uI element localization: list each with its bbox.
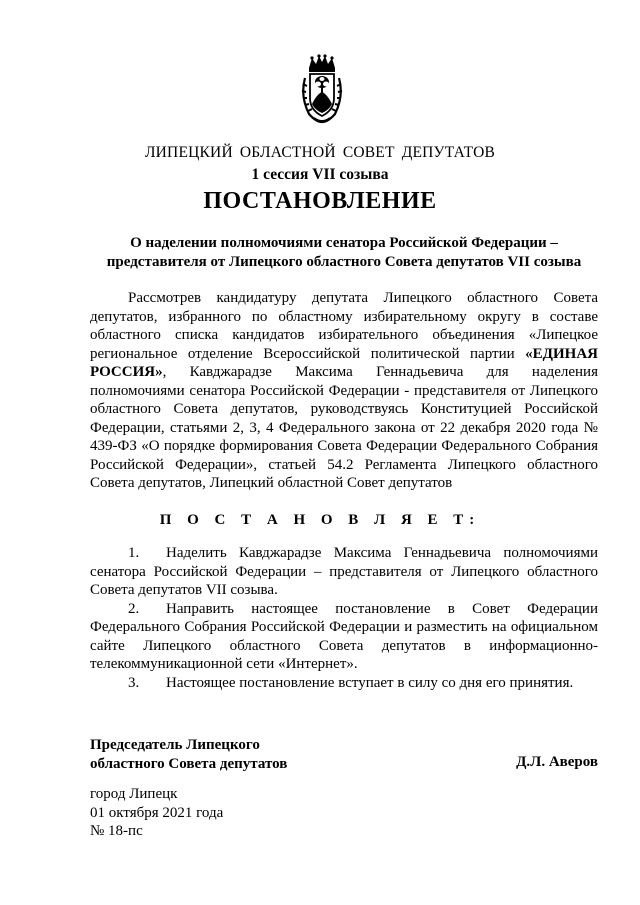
item-text: Наделить Кавджарадзе Максима Геннадьевича полномочиями сенатора Российской Федерации – представителя от Липецкого областного Совета депутатов VII созыва. bbox=[90, 545, 598, 598]
organization-name: ЛИПЕЦКИЙ ОБЛАСТНОЙ СОВЕТ ДЕПУТАТОВ bbox=[144, 144, 496, 161]
resolution-item bbox=[90, 674, 598, 693]
document-footer bbox=[90, 785, 223, 841]
document-type-title: ПОСТАНОВЛЕНИЕ bbox=[203, 188, 437, 214]
resolves-heading: П О С Т А Н О В Л Я Е Т: bbox=[159, 512, 481, 528]
signatory-title-line-2: областного Совета депутатов bbox=[90, 755, 288, 772]
lipetsk-coat-of-arms-emblem bbox=[299, 54, 345, 124]
preamble-text-part-1: Рассмотрев кандидатуру депутата Липецкого областного Совета депутатов, избранного по областному избирательному округу в составе областного списка кандидатов избирательного объединения «Липецкое региональное отделение Всероссийской политической партии bbox=[90, 290, 598, 362]
signatory-title bbox=[90, 736, 287, 773]
signatory-name: Д.Л. Аверов bbox=[516, 754, 598, 770]
item-number: 2. bbox=[128, 600, 140, 617]
subject-line-2: представителя от Липецкого областного Совета депутатов VII созыва bbox=[106, 254, 582, 270]
item-text: Настоящее постановление вступает в силу со дня его принятия. bbox=[166, 674, 574, 691]
preamble-paragraph bbox=[90, 289, 598, 493]
city: город Липецк bbox=[90, 786, 178, 802]
party-name: «ЕДИНАЯ РОССИЯ» bbox=[90, 345, 598, 380]
subject-line-1: О наделении полномочиями сенатора Российской Федерации – bbox=[130, 235, 558, 251]
document-subject bbox=[90, 234, 598, 272]
preamble-text-part-2: , Кавджарадзе Максима Геннадьевича для наделения полномочиями сенатора Российской Федерации - представителя от Липецкого областного Совета депутатов, руководствуясь Конституцией Российской Федерации, статьями 2, 3, 4 Федерального закона от 22 декабря 2020 года № 439-ФЗ «О порядке формирования Совета Федерации Федерального Собрания Российской Федерации», статьей 54.2 Регламента Липецкого областного Совета депутатов, Липецкий областной Совет депутатов bbox=[90, 364, 598, 491]
item-number: 1. bbox=[128, 545, 140, 561]
item-number: 3. bbox=[128, 674, 140, 691]
resolution-items-list bbox=[90, 544, 598, 692]
session-label: 1 сессия VII созыва bbox=[251, 166, 389, 183]
document-date: 01 октября 2021 года bbox=[90, 804, 224, 821]
signatory-title-line-1: Председатель Липецкого bbox=[90, 737, 260, 753]
document-number: № 18-пс bbox=[90, 823, 143, 839]
resolution-item bbox=[90, 600, 598, 674]
resolution-item bbox=[90, 544, 598, 600]
item-text: Направить настоящее постановление в Совет Федерации Федерального Собрания Российской Федерации и разместить на официальном сайте Липецкого областного Совета депутатов в информационно-телекоммуникационной сети «Интернет». bbox=[90, 600, 598, 672]
